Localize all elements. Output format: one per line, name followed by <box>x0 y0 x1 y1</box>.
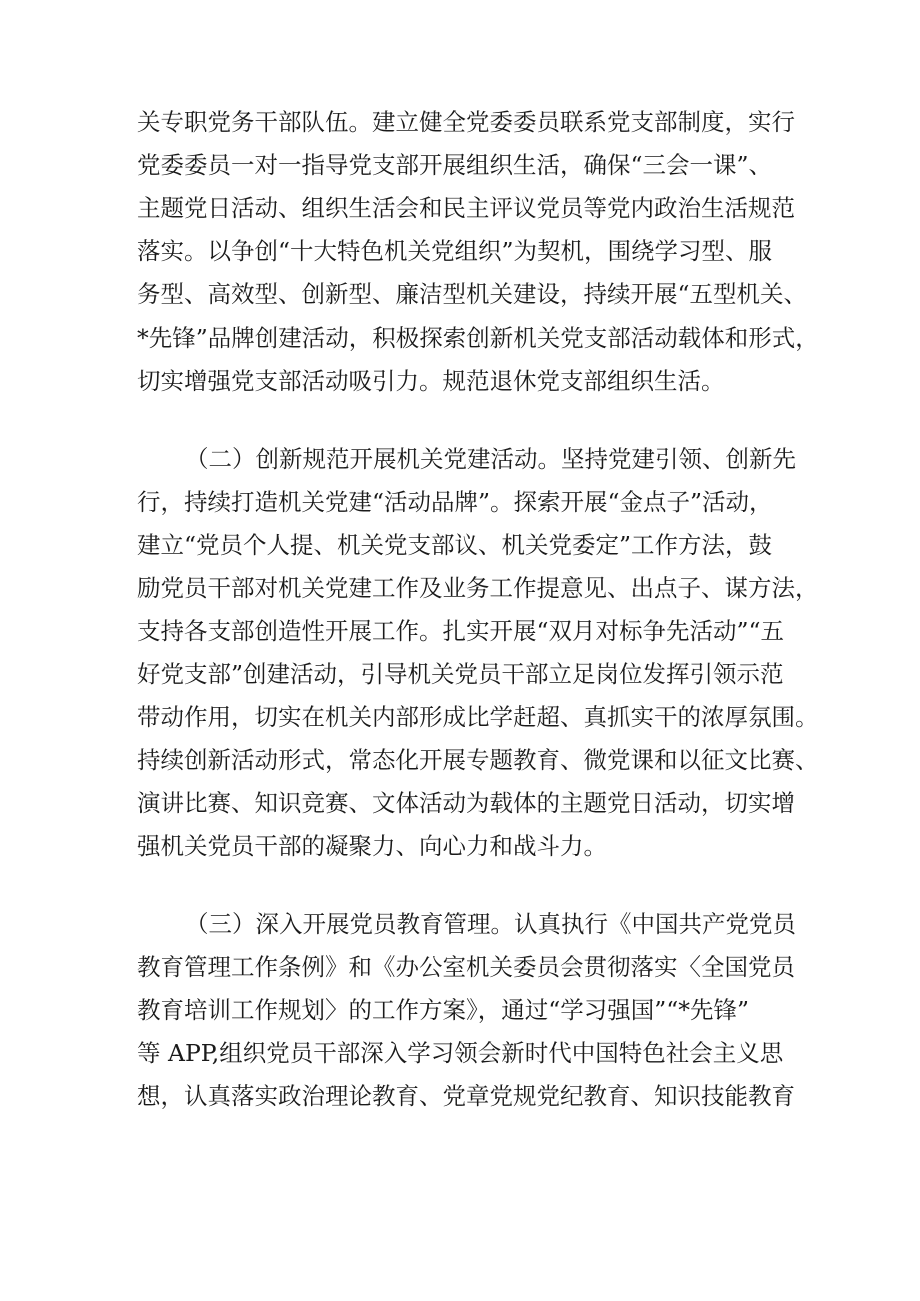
text-line: 想，认真落实政治理论教育、党章党规党纪教育、知识技能教育 <box>137 1082 795 1110</box>
text-line: 好党支部”创建活动，引导机关党员干部立足岗位发挥引领示范 <box>137 660 784 688</box>
text-line: 主题党日活动、组织生活会和民主评议党员等党内政治生活规范 <box>137 194 795 222</box>
text-line: 演讲比赛、知识竞赛、文体活动为载体的主题党日活动，切实增 <box>137 789 795 817</box>
text-line: 等 APP,组织党员干部深入学习领会新时代中国特色社会主义思 <box>137 1039 784 1067</box>
text-line: 持续创新活动形式，常态化开展专题教育、微党课和以征文比赛、 <box>137 746 819 774</box>
text-line: 教育管理工作条例》和《办公室机关委员会贯彻落实〈全国党员 <box>137 953 795 981</box>
text-line: *先锋”品牌创建活动，积极探索创新机关党支部活动载体和形式， <box>137 324 819 352</box>
text-line: 行，持续打造机关党建“活动品牌”。探索开展“金点子”活动， <box>137 488 773 516</box>
text-line: 切实增强党支部活动吸引力。规范退休党支部组织生活。 <box>137 367 725 395</box>
text-line: 关专职党务干部队伍。建立健全党委委员联系党支部制度，实行 <box>137 108 795 136</box>
text-line: 强机关党员干部的凝聚力、向心力和战斗力。 <box>137 832 607 860</box>
text-line: 励党员干部对机关党建工作及业务工作提意见、出点子、谋方法， <box>137 574 819 602</box>
text-line: 务型、高效型、创新型、廉洁型机关建设，持续开展“五型机关、 <box>137 280 808 308</box>
text-line: 带动作用，切实在机关内部形成比学赶超、真抓实干的浓厚氛围。 <box>137 703 819 731</box>
text-line: 落实。以争创“十大特色机关党组织”为契机，围绕学习型、服 <box>137 237 773 265</box>
text-line: 支持各支部创造性开展工作。扎实开展“双月对标争先活动”“五 <box>137 617 785 645</box>
paragraph-first-line: （三）深入开展党员教育管理。认真执行《中国共产党党员 <box>185 910 796 938</box>
text-line: 建立“党员个人提、机关党支部议、机关党委定”工作方法，鼓 <box>137 531 773 559</box>
paragraph-first-line: （二）创新规范开展机关党建活动。坚持党建引领、创新先 <box>185 445 796 473</box>
text-line: 教育培训工作规划〉的工作方案》，通过“学习强国”“*先锋” <box>137 996 750 1024</box>
text-line: 党委委员一对一指导党支部开展组织生活，确保“三会一课”、 <box>137 151 773 179</box>
